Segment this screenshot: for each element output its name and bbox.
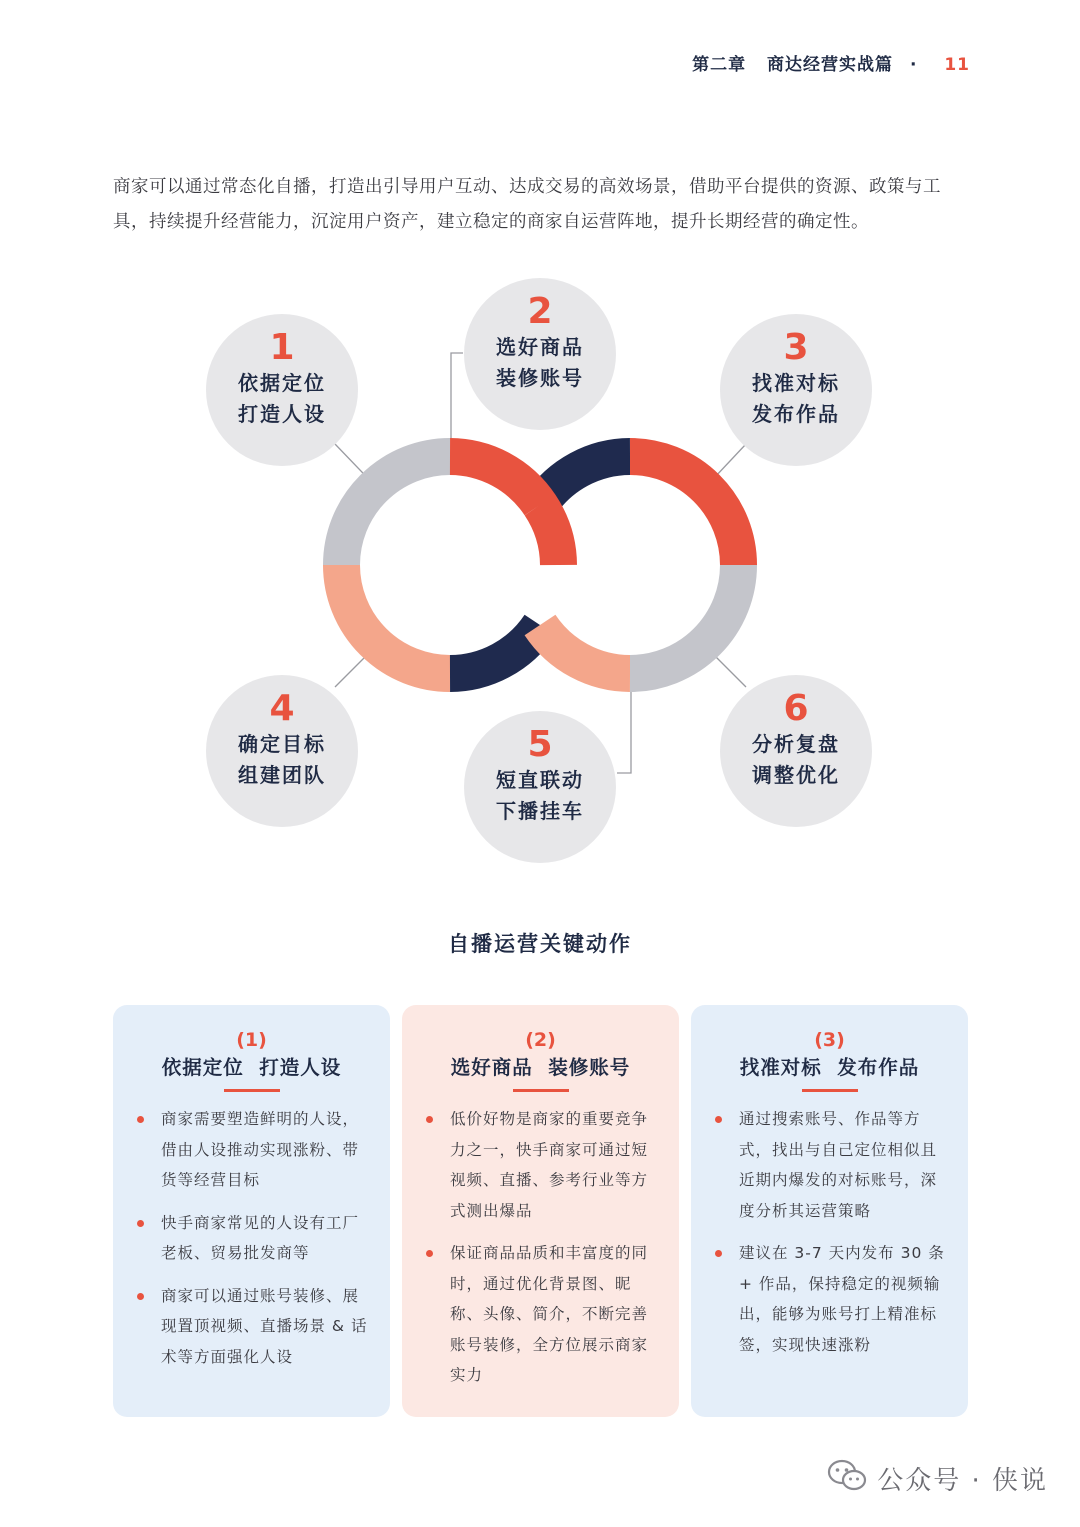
card-title-underline (224, 1089, 280, 1092)
action-card-2 (402, 1005, 679, 1417)
list-item: 商家可以通过账号装修、展现置顶视频、直播场景 & 话术等方面强化人设 (135, 1281, 372, 1373)
card-title-underline (513, 1089, 569, 1092)
step-label-line2: 组建团队 (238, 763, 326, 787)
step-circle-4 (206, 675, 358, 827)
card-title-underline (802, 1089, 858, 1092)
page-number: 11 (944, 55, 970, 75)
step-label-line1: 确定目标 (238, 732, 326, 756)
header-separator: · (909, 55, 918, 75)
step-label-line2: 打造人设 (238, 402, 326, 426)
step-label-line2: 下播挂车 (496, 799, 584, 823)
list-item: 通过搜索账号、作品等方式，找出与自己定位相似且近期内爆发的对标账号，深度分析其运营策略 (713, 1104, 950, 1226)
action-card-1 (113, 1005, 390, 1417)
step-circle-2 (464, 278, 616, 430)
action-card-3 (691, 1005, 968, 1417)
list-item: 建议在 3-7 天内发布 30 条 + 作品，保持稳定的视频输出，能够为账号打上精准标签，实现快速涨粉 (713, 1238, 950, 1360)
list-item: 保证商品品质和丰富度的同时，通过优化背景图、昵称、头像、简介，不断完善账号装修，全方位展示商家实力 (424, 1238, 661, 1391)
wechat-icon (827, 1458, 867, 1499)
card-bullet-list (402, 1104, 679, 1391)
infinity-diagram (0, 260, 1080, 900)
step-circle-6 (720, 675, 872, 827)
step-label-line2: 装修账号 (496, 366, 584, 390)
step-label-line1: 选好商品 (496, 335, 584, 359)
chapter-label: 第二章 (692, 55, 747, 75)
step-number: 1 (269, 327, 295, 368)
ring-right-grey-segment (630, 565, 739, 674)
card-title: 找准对标 发布作品 (739, 1056, 920, 1079)
step-label-line2: 发布作品 (752, 402, 840, 426)
step-number: 5 (527, 724, 553, 765)
step-label-line1: 依据定位 (238, 371, 326, 395)
card-title: 选好商品 装修账号 (450, 1056, 631, 1079)
step-circle-5 (464, 711, 616, 863)
step-number: 2 (527, 291, 553, 332)
page-header (692, 50, 970, 75)
step-label-line1: 短直联动 (496, 768, 584, 792)
section-title: 自播运营关键动作 (448, 932, 632, 956)
ring-left-red-segment (450, 457, 559, 566)
intro-paragraph: 商家可以通过常态化自播，打造出引导用户互动、达成交易的高效场景，借助平台提供的资源、政策与工具，持续提升经营能力，沉淀用户资产，建立稳定的商家自运营阵地，提升长期经营的确定性。 (113, 177, 941, 232)
step-circle-1 (206, 314, 358, 466)
card-bullet-list (691, 1104, 968, 1360)
step-number: 3 (783, 327, 809, 368)
step-number: 4 (269, 688, 295, 729)
step-label-line2: 调整优化 (752, 763, 840, 787)
chapter-title: 商达经营实战篇 (767, 55, 894, 75)
card-number: (3) (814, 1029, 845, 1051)
step-label-line1: 分析复盘 (752, 732, 840, 756)
list-item: 低价好物是商家的重要竞争力之一，快手商家可通过短视频、直播、参考行业等方式测出爆品 (424, 1104, 661, 1226)
list-item: 商家需要塑造鲜明的人设，借由人设推动实现涨粉、带货等经营目标 (135, 1104, 372, 1196)
ring-left-peach-segment (342, 565, 451, 674)
card-bullet-list (113, 1104, 390, 1372)
watermark (827, 1458, 1048, 1499)
ring-right-peach-segment (540, 625, 630, 674)
step-circle-3 (720, 314, 872, 466)
ring-left-navy-segment (450, 625, 540, 674)
step-number: 6 (783, 688, 809, 729)
step-label-line1: 找准对标 (752, 371, 840, 395)
ring-left-grey-segment (342, 457, 451, 566)
card-number: (1) (236, 1029, 267, 1051)
ring-right-red-segment (630, 457, 739, 566)
list-item: 快手商家常见的人设有工厂老板、贸易批发商等 (135, 1208, 372, 1269)
card-title: 依据定位 打造人设 (161, 1056, 342, 1079)
watermark-text: 公众号 · 侠说 (877, 1466, 1048, 1496)
card-number: (2) (525, 1029, 556, 1051)
